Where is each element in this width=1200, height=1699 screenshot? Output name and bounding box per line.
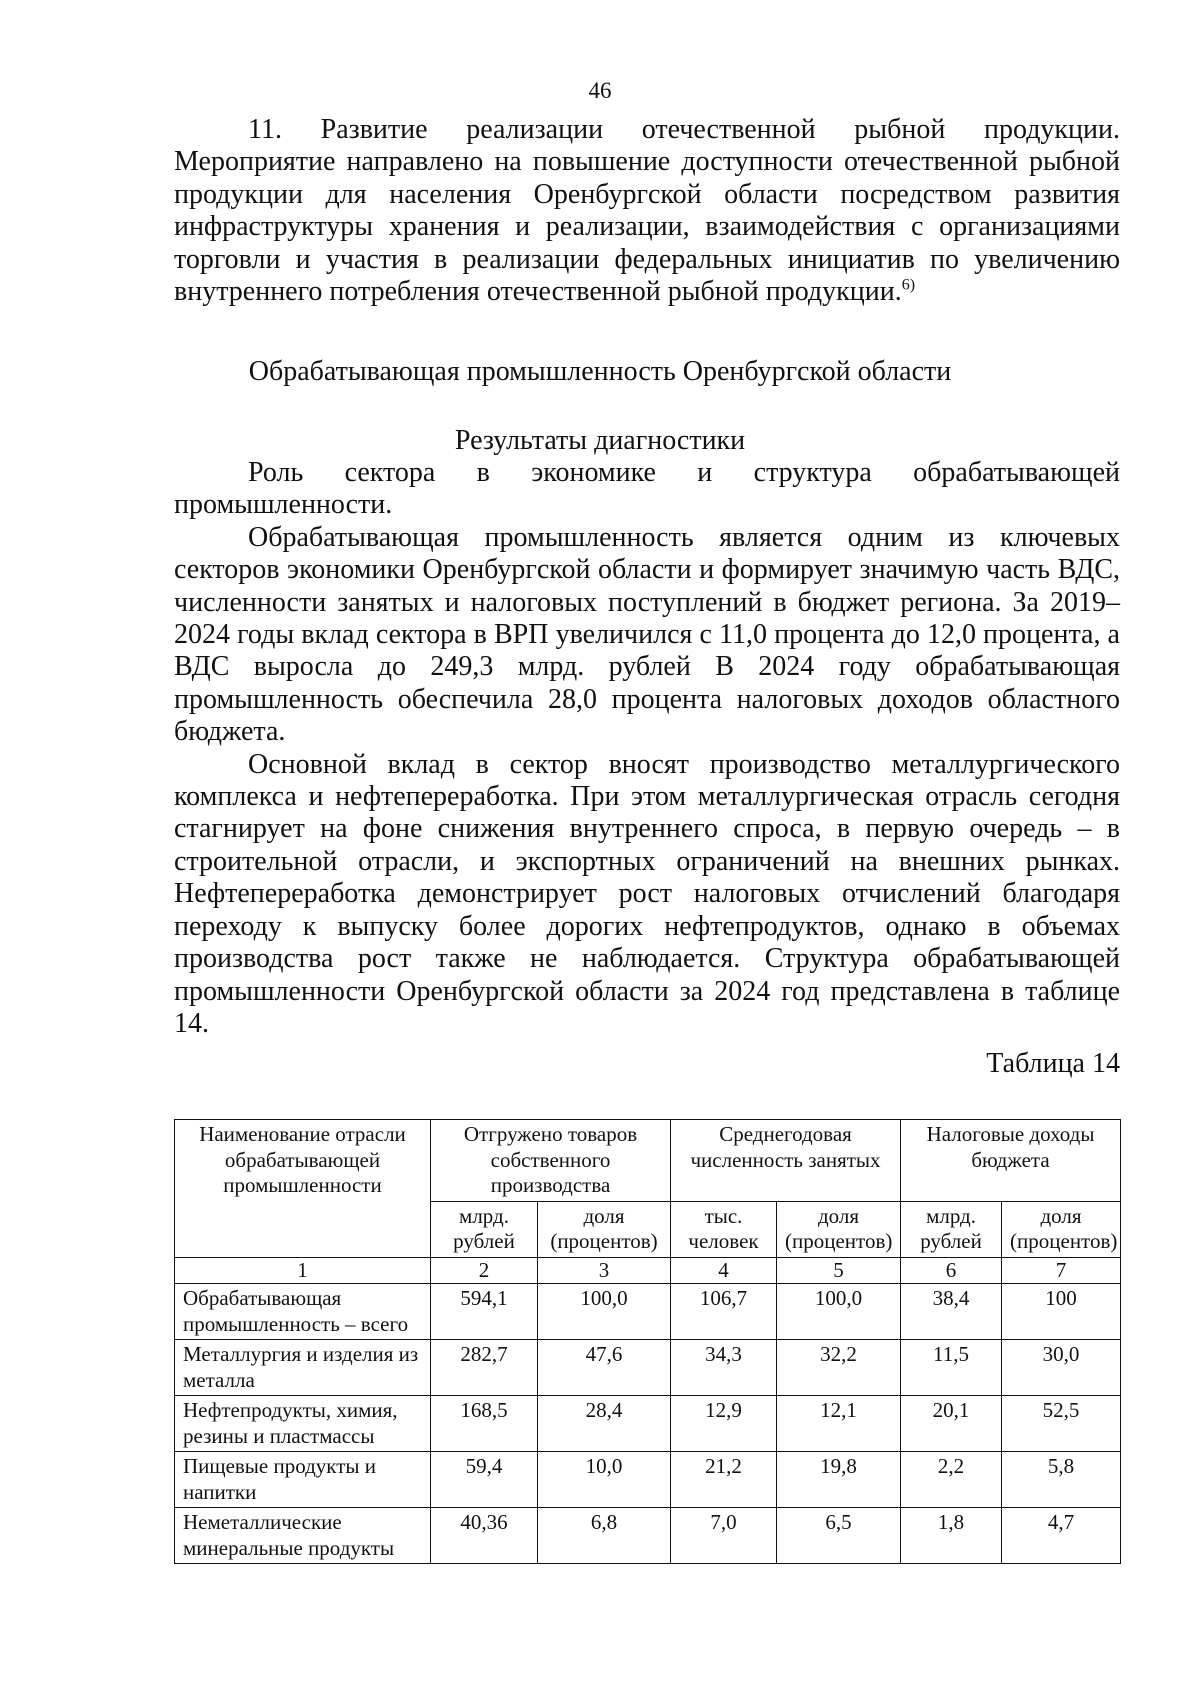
- row-value: 10,0: [538, 1452, 671, 1508]
- row-value: 1,8: [901, 1508, 1002, 1564]
- index-cell: 1: [175, 1257, 431, 1284]
- row-value: 4,7: [1002, 1508, 1121, 1564]
- table-header-row: [175, 1120, 1121, 1202]
- paragraph-manufacturing-overview: Обрабатывающая промышленность является одним из ключевых секторов экономики Оренбургской области и формирует значимую часть ВДС, численности занятых и налоговых поступлений в бюджет региона. За 2019–2024 годы вклад сектора в ВРП увеличился с 11,0 процента до 12,0 процента, а ВДС выросла до 249,3 млрд. рублей В 2024 году обрабатывающая промышленность обеспечила 28,0 процента налоговых доходов областного бюджета.: [174, 521, 1120, 748]
- section-11-lead: 11. Развитие реализации отечественной рыбной продукции.: [248, 114, 1120, 145]
- row-value: 106,7: [671, 1284, 777, 1340]
- section-11: [174, 114, 1120, 308]
- footnote-mark: 6): [901, 276, 916, 294]
- row-value: 100: [1002, 1284, 1121, 1340]
- subheader-cell: млрд. рублей: [901, 1201, 1002, 1257]
- index-cell: 3: [538, 1257, 671, 1284]
- row-value: 52,5: [1002, 1396, 1121, 1452]
- row-value: 34,3: [671, 1340, 777, 1396]
- row-value: 19,8: [777, 1452, 901, 1508]
- paragraph-role-sector: Роль сектора в экономике и структура обрабатывающей промышленности.: [174, 457, 1120, 521]
- index-cell: 7: [1002, 1257, 1121, 1284]
- row-value: 21,2: [671, 1452, 777, 1508]
- paragraph-main-contribution: Основной вклад в сектор вносят производство металлургического комплекса и нефтепереработка. При этом металлургическая отрасль сегодня стагнирует на фоне снижения внутреннего спроса, в первую очередь – в строительной отрасли, и экспортных ограничений на внешних рынках. Нефтепереработка демонстрирует рост налоговых отчислений благодаря переходу к выпуску более дорогих нефтепродуктов, однако в объемах производства рост также не наблюдается. Структура обрабатывающей промышленности Оренбургской области за 2024 год представлена в таблице 14.: [174, 748, 1120, 1039]
- row-value: 32,2: [777, 1340, 901, 1396]
- row-value: 282,7: [431, 1340, 538, 1396]
- row-value: 28,4: [538, 1396, 671, 1452]
- table-row: [175, 1340, 1121, 1396]
- subheader-cell: доля (процентов): [538, 1201, 671, 1257]
- subheader-cell: доля (процентов): [1002, 1201, 1121, 1257]
- row-value: 5,8: [1002, 1452, 1121, 1508]
- subsection-heading: Результаты диагностики: [454, 425, 746, 456]
- row-value: 100,0: [538, 1284, 671, 1340]
- section-11-paragraph: [174, 114, 1120, 308]
- header-industry-name: Наименование отрасли обрабатывающей промышленности: [175, 1120, 431, 1258]
- row-name: Нефтепродукты, химия, резины и пластмассы: [175, 1396, 431, 1452]
- index-cell: 6: [901, 1257, 1002, 1284]
- body-text: [174, 457, 1120, 1040]
- row-value: 594,1: [431, 1284, 538, 1340]
- row-value: 59,4: [431, 1452, 538, 1508]
- section-11-body: Мероприятие направлено на повышение доступности отечественной рыбной продукции для населения Оренбургской области посредством развития инфраструктуры хранения и реализации, взаимодействия с организациями торговли и участия в реализации федеральных инициатив по увеличению внутреннего потребления отечественной рыбной продукции.: [174, 146, 1120, 308]
- row-value: 38,4: [901, 1284, 1002, 1340]
- index-cell: 2: [431, 1257, 538, 1284]
- table-row: [175, 1452, 1121, 1508]
- table-row: [175, 1396, 1121, 1452]
- header-shipped-goods: Отгружено товаров собственного производства: [431, 1120, 671, 1202]
- row-value: 47,6: [538, 1340, 671, 1396]
- subheader-cell: тыс. человек: [671, 1201, 777, 1257]
- row-value: 11,5: [901, 1340, 1002, 1396]
- index-cell: 5: [777, 1257, 901, 1284]
- row-name: Металлургия и изделия из металла: [175, 1340, 431, 1396]
- table-row: [175, 1284, 1121, 1340]
- row-value: 2,2: [901, 1452, 1002, 1508]
- row-value: 168,5: [431, 1396, 538, 1452]
- row-value: 100,0: [777, 1284, 901, 1340]
- row-value: 40,36: [431, 1508, 538, 1564]
- row-value: 12,9: [671, 1396, 777, 1452]
- row-name: Пищевые продукты и напитки: [175, 1452, 431, 1508]
- row-value: 12,1: [777, 1396, 901, 1452]
- subheader-cell: млрд. рублей: [431, 1201, 538, 1257]
- header-employment: Среднегодовая численность занятых: [671, 1120, 901, 1202]
- index-cell: 4: [671, 1257, 777, 1284]
- row-value: 6,5: [777, 1508, 901, 1564]
- page-number: 46: [588, 78, 612, 103]
- section-heading: Обрабатывающая промышленность Оренбургской области: [248, 356, 952, 387]
- header-tax-revenue: Налоговые доходы бюджета: [901, 1120, 1121, 1202]
- row-name: Обрабатывающая промышленность – всего: [175, 1284, 431, 1340]
- row-name: Неметаллические минеральные продукты: [175, 1508, 431, 1564]
- table-index-row: [175, 1257, 1121, 1284]
- row-value: 30,0: [1002, 1340, 1121, 1396]
- row-value: 6,8: [538, 1508, 671, 1564]
- table-caption: Таблица 14: [986, 1048, 1120, 1079]
- row-value: 7,0: [671, 1508, 777, 1564]
- manufacturing-structure-table: [174, 1119, 1121, 1564]
- table-row: [175, 1508, 1121, 1564]
- subheader-cell: доля (процентов): [777, 1201, 901, 1257]
- row-value: 20,1: [901, 1396, 1002, 1452]
